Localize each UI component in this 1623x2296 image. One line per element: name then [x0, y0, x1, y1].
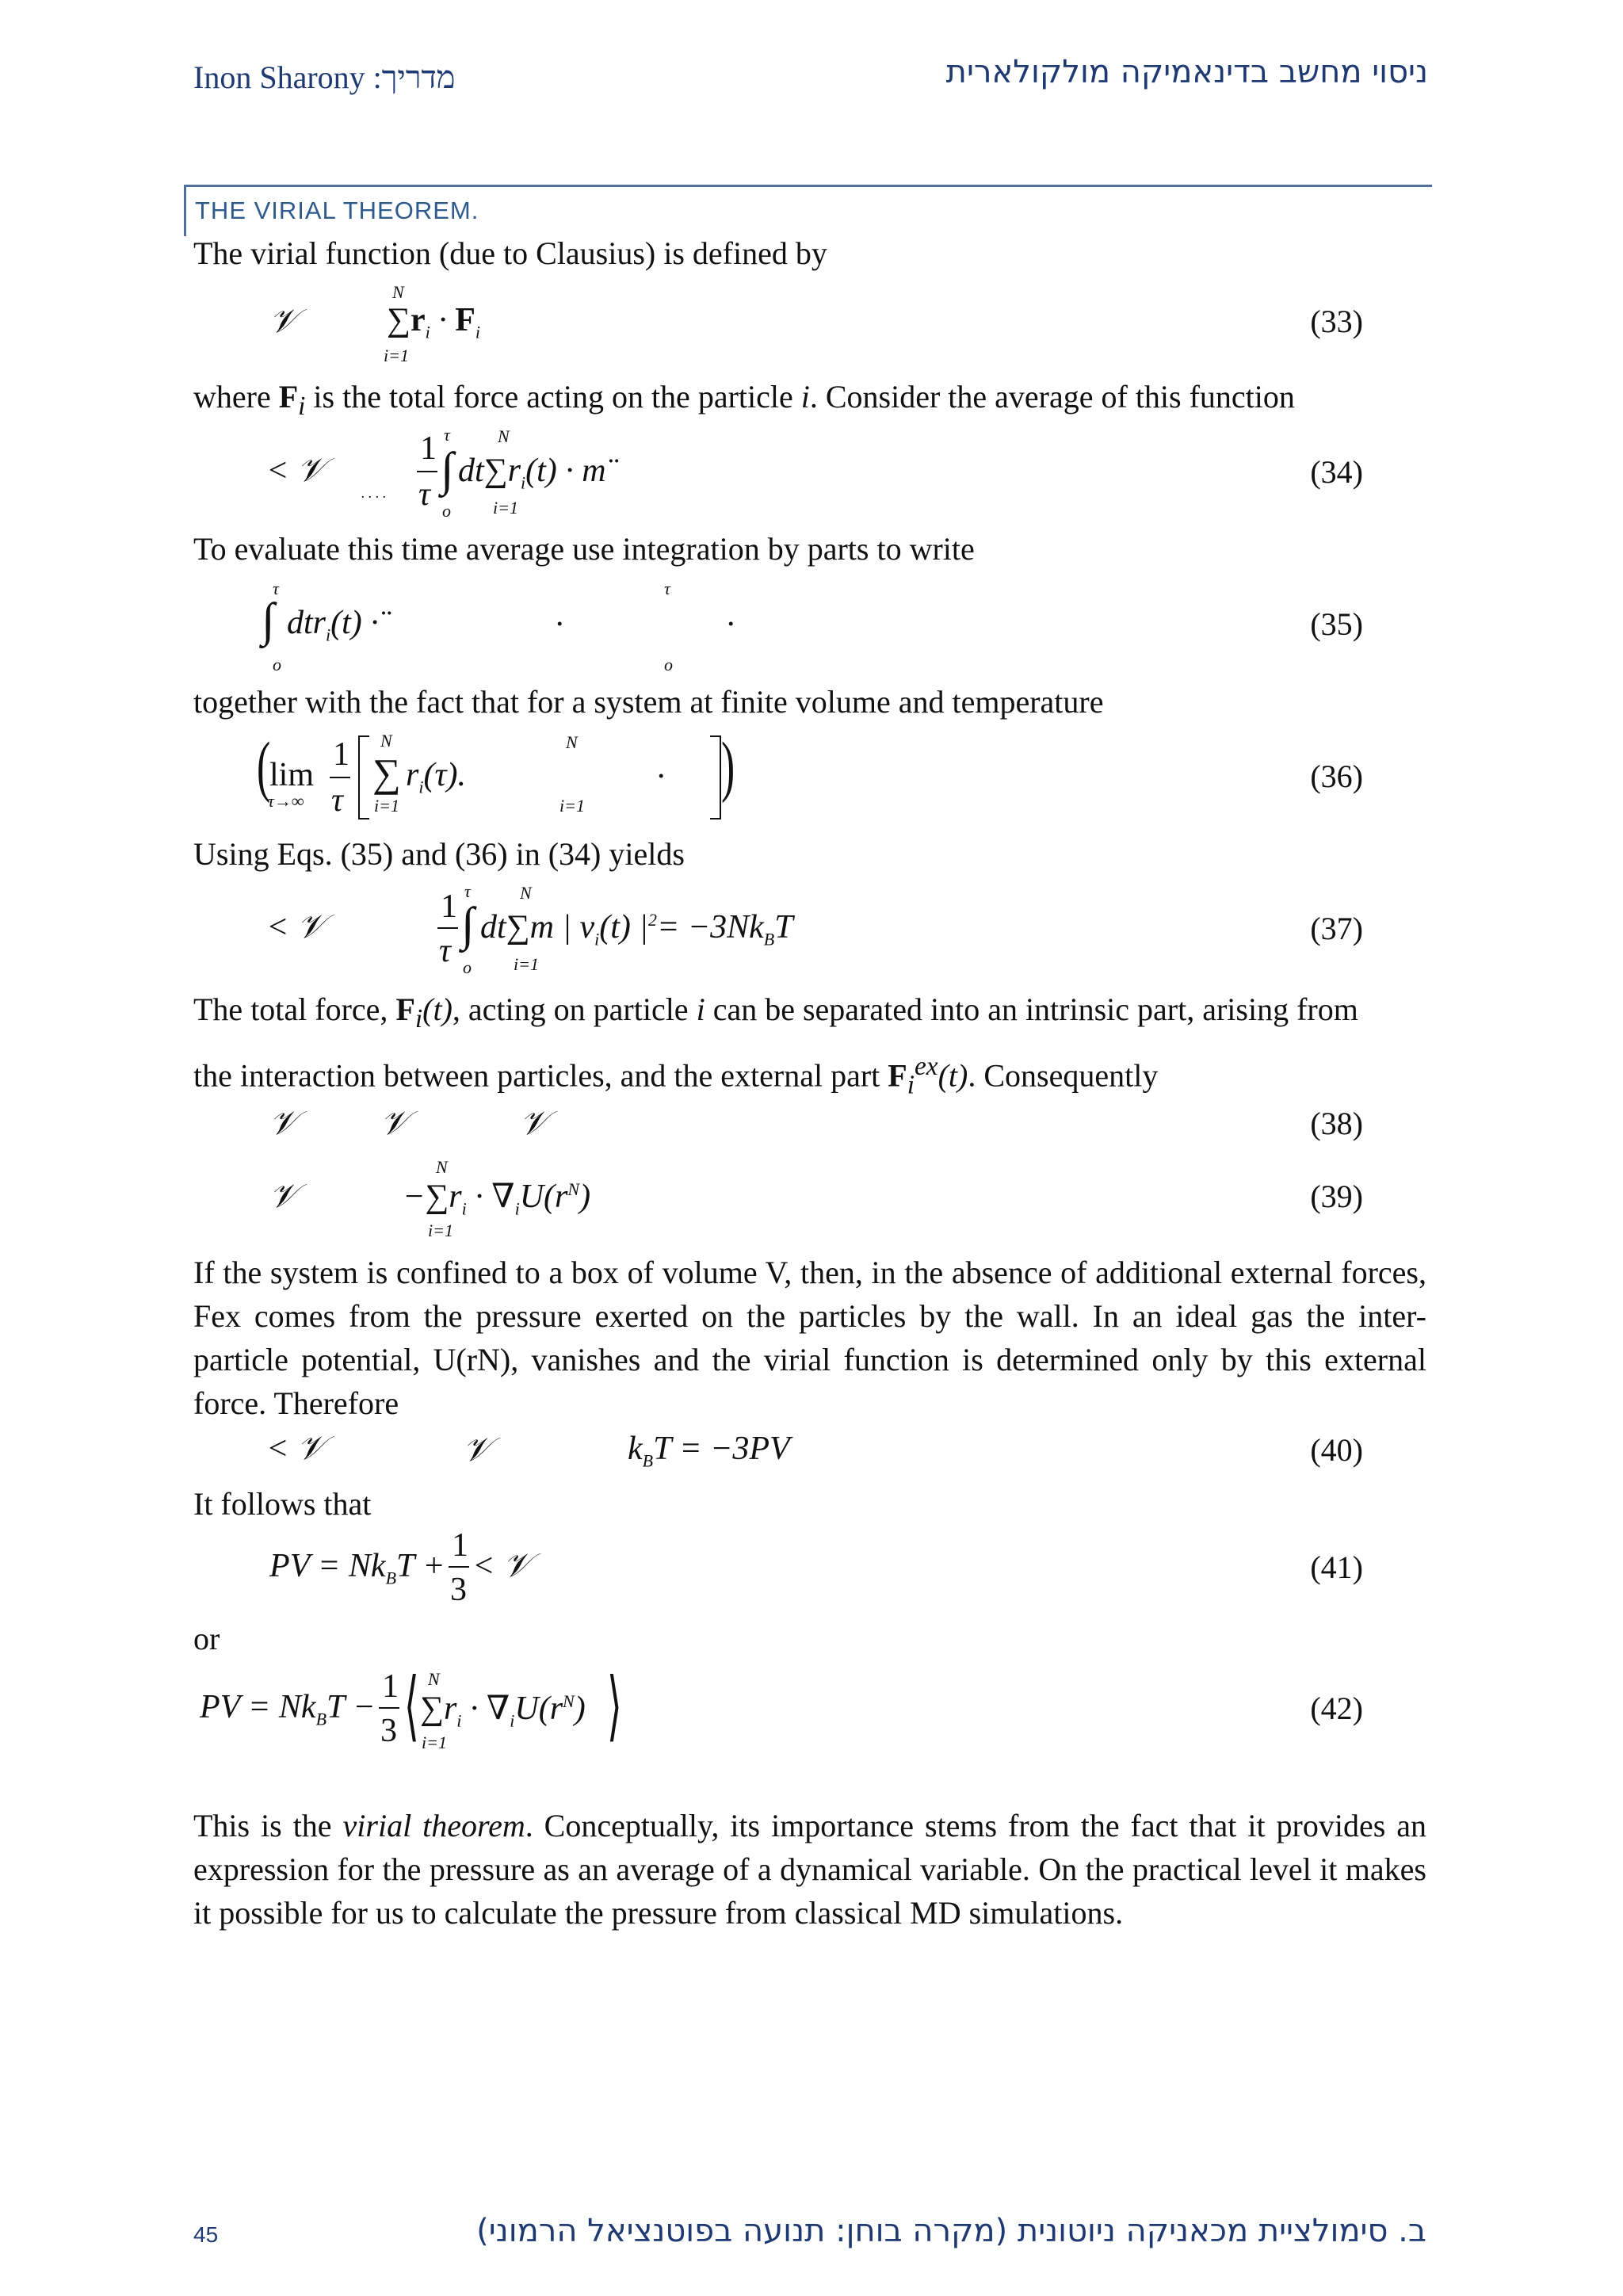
eq37-frac-bar: [437, 927, 458, 929]
p2-i: i: [800, 379, 810, 415]
p11-virial-theorem: virial theorem: [342, 1808, 525, 1843]
eq33-sub1: i: [425, 322, 430, 342]
p6-t: (t): [422, 991, 453, 1027]
eq36-dot: .: [658, 749, 666, 785]
eq35-rest: (t) ·: [330, 605, 379, 641]
paragraph-or: or: [193, 1621, 220, 1656]
eq36-sum1-bot: i=1: [374, 796, 399, 816]
equation-number-42: (42): [1310, 1690, 1363, 1726]
eq33-lower: i=1: [384, 346, 409, 365]
eq33-sum: $\sum r_i \cdot F_i$: [387, 302, 481, 342]
eq35-int-top: τ: [273, 579, 279, 598]
eq40-mid: 𝒱: [463, 1430, 491, 1469]
eq36-sum2-top: N: [566, 732, 578, 752]
paragraph-virial-theorem-conclusion: [193, 1804, 1426, 1935]
eq42-rest: · ∇: [461, 1690, 510, 1727]
eq41-frac-bar: [449, 1566, 469, 1568]
eq41-sub: B: [385, 1568, 397, 1588]
eq36-body-text: r: [406, 757, 419, 793]
section-title: THE VIRIAL THEOREM.: [195, 197, 479, 224]
eq42-end: U(r: [514, 1690, 563, 1727]
eq41-frac-bot: 3: [450, 1572, 467, 1608]
eq41-lhs: PV = Nk: [269, 1548, 386, 1584]
equation-number-39: (39): [1310, 1179, 1363, 1214]
eq42-sup: N: [563, 1691, 575, 1711]
eq37-body: [480, 908, 793, 949]
eq36-body: [406, 756, 466, 797]
eq34-rest: (t) · m¨: [525, 453, 617, 489]
eq39-close: ): [579, 1179, 591, 1215]
p7-F: F: [888, 1057, 907, 1094]
eq39-upper: N: [436, 1157, 448, 1177]
eq35-mid-top: τ: [664, 579, 670, 598]
equation-number-36: (36): [1310, 758, 1363, 794]
eq37-tail: = −3Nk: [656, 909, 764, 946]
p2-a: where: [193, 379, 279, 415]
eq37-tail-sub: B: [763, 929, 775, 949]
eq37-frac-bot: τ: [439, 933, 452, 969]
p7-a: the interaction between particles, and the external part: [193, 1057, 888, 1094]
eq42-frac-bar: [379, 1707, 399, 1709]
eq42-body: [420, 1688, 586, 1731]
paragraph-ideal-gas: If the system is confined to a box of volume V, then, in the absence of additional external forces, Fex comes from the pressure exerted on the particles by the wall. In an ideal gas the inter-particle potential, U(rN), vanishes and the virial function is determined only by this external force. Therefore: [193, 1255, 1426, 1421]
p2-f: . Consider the average of this function: [809, 379, 1295, 415]
equation-number-41: (41): [1310, 1549, 1363, 1585]
eq37-rest: (t) |: [599, 909, 648, 946]
paragraph-finite-volume: together with the fact that for a system at finite volume and temperature: [193, 684, 1104, 720]
eq40-sub: B: [642, 1450, 654, 1471]
eq40-k: k: [628, 1431, 643, 1467]
eq37-int-bot: o: [463, 957, 472, 977]
eq34-int-top: τ: [444, 425, 450, 445]
eq34-body: [458, 452, 617, 493]
eq41-lhs-group: [269, 1547, 445, 1588]
paragraph-it-follows: It follows that: [193, 1486, 372, 1522]
eq41-rhs: < 𝒱: [472, 1548, 531, 1584]
eq34-sub: i: [520, 472, 526, 493]
eq36-lim: lim: [269, 757, 315, 793]
p11-a: This is the: [193, 1808, 343, 1843]
eq34-body-text: dt∑r: [458, 453, 521, 489]
eq36-frac-top: 1: [333, 736, 349, 773]
eq42-close: ): [574, 1690, 586, 1727]
eq33-dot: ·: [430, 302, 456, 338]
eq35-int-bot: o: [273, 655, 281, 674]
eq42-lhs-group: [200, 1688, 375, 1729]
p7-i-sub: i: [907, 1070, 915, 1100]
p6-e: , acting on particle: [452, 991, 697, 1027]
eq42-mid: T −: [327, 1689, 376, 1725]
p6-i: i: [696, 991, 705, 1027]
eq37-integral: ∫: [461, 898, 475, 950]
p6-i-sub: i: [414, 1004, 423, 1033]
p11-c: . Conceptually, its importance stems from the fact that it provides an expression for the pressure as an average of a dynamical variable. On the practical level it makes it possible for us to calculate the pressure from classical MD simulations.: [193, 1808, 1426, 1931]
eq35-body: [287, 604, 390, 645]
eq39-rest: · ∇: [466, 1179, 515, 1215]
eq40-lhs: < 𝒱: [266, 1431, 325, 1467]
eq39-sup: N: [567, 1179, 580, 1199]
eq33-r: r: [410, 302, 426, 338]
eq34-lower: i=1: [493, 498, 518, 518]
eq39-lower: i=1: [428, 1221, 453, 1240]
footer-chapter-title: ב. סימולציית מכאניקה ניוטונית (מקרה בוחן: תנועה בפוטנציאל הרמוני): [476, 2213, 1426, 2249]
paragraph-force-definition: [193, 375, 1426, 428]
p7-ex: ex: [914, 1052, 938, 1081]
paragraph-total-force: [193, 988, 1426, 1041]
eq36-open-paren: (: [257, 728, 271, 804]
eq36-rest: (τ).: [423, 757, 466, 793]
header-instructor: Inon Sharony :מדריך: [193, 59, 456, 95]
eq35-dots: ¨: [378, 605, 390, 641]
eq42-bsub: i: [456, 1710, 462, 1731]
eq42-lower: i=1: [422, 1733, 447, 1752]
eq42-frac-bot: 3: [380, 1713, 397, 1749]
eq37-frac-top: 1: [441, 888, 457, 925]
eq34-frac-top: 1: [420, 430, 437, 467]
eq35-body-text: dtr: [287, 605, 327, 641]
eq37-sup: 2: [647, 910, 657, 930]
eq39-lhs: 𝒱: [269, 1176, 297, 1215]
eq35-sub: i: [326, 625, 331, 645]
equation-33: [269, 301, 297, 341]
eq42-upper: N: [428, 1669, 440, 1689]
header-course-title: ניסוי מחשב בדינאמיקה מולקולארית: [945, 54, 1428, 90]
eq36-frac-bar: [330, 777, 350, 778]
eq39-body: [403, 1176, 590, 1219]
p6-a: The total force,: [193, 991, 396, 1027]
eq39-sub: i: [461, 1198, 467, 1219]
eq36-lim-sub: τ→∞: [268, 791, 304, 811]
p7-f: . Consequently: [968, 1057, 1159, 1094]
p6-F: F: [395, 991, 415, 1027]
p7-t: (t): [938, 1057, 968, 1094]
eq41-frac-top: 1: [452, 1527, 468, 1564]
eq35-dot-b: .: [727, 597, 736, 633]
eq37-tail-end: T: [774, 909, 793, 946]
eq33-lhs: 𝒱: [269, 301, 297, 340]
eq38-b: 𝒱: [380, 1103, 408, 1142]
eq36-frac-bot: τ: [331, 782, 344, 819]
p2-F: F: [278, 379, 299, 415]
eq34-dots: . . . .: [361, 485, 387, 501]
equation-number-33: (33): [1310, 304, 1363, 339]
eq37-upper: N: [520, 883, 532, 903]
paragraph-using-eqs: Using Eqs. (35) and (36) in (34) yields: [193, 836, 685, 872]
eq41-mid: T +: [396, 1548, 445, 1584]
eq40-tail: [628, 1430, 790, 1471]
page-number: 45: [193, 2222, 219, 2247]
eq37-body-text: dt∑m | v: [480, 909, 595, 946]
eq42-open-angle: ⟨: [404, 1664, 419, 1748]
eq38-c: 𝒱: [520, 1103, 548, 1142]
equation-number-37: (37): [1310, 911, 1363, 946]
eq35-mid-bot: o: [664, 655, 673, 674]
paragraph-virial-definition: The virial function (due to Clausius) is defined by: [193, 235, 827, 271]
eq36-close-bracket: [710, 735, 721, 819]
eq36-open-bracket: [358, 735, 369, 819]
eq39-sub2: i: [514, 1198, 520, 1219]
eq42-frac-top: 1: [382, 1668, 399, 1705]
p2-d: is the total force acting on the particle: [305, 379, 801, 415]
eq34-upper: N: [498, 426, 510, 446]
eq36-sub: i: [418, 777, 424, 797]
eq42-rsub: i: [510, 1710, 515, 1731]
eq39-end: U(r: [519, 1179, 568, 1215]
eq36-sum1: ∑: [372, 751, 401, 795]
eq33-sub2: i: [475, 322, 481, 342]
equation-number-34: (34): [1310, 454, 1363, 490]
eq35-dot-a: .: [556, 597, 565, 633]
eq37-lower: i=1: [514, 954, 539, 974]
eq38-a: 𝒱: [269, 1103, 297, 1142]
eq39-body-text: −∑r: [403, 1179, 462, 1215]
eq34-frac-bot: τ: [418, 476, 431, 513]
eq42-body-text: ∑r: [420, 1690, 457, 1727]
eq34-integral: ∫: [441, 443, 454, 495]
eq36-sum2-bot: i=1: [559, 796, 585, 816]
paragraph-integration-by-parts: To evaluate this time average use integration by parts to write: [193, 531, 975, 567]
eq36-close-paren: ): [721, 728, 735, 804]
eq33-upper: N: [392, 282, 404, 302]
equation-number-35: (35): [1310, 606, 1363, 642]
equation-number-38: (38): [1310, 1106, 1363, 1141]
eq35-integral: ∫: [262, 594, 275, 646]
p6-g: can be separated into an intrinsic part, arising from: [705, 991, 1358, 1027]
eq42-close-angle: ⟩: [607, 1664, 622, 1748]
eq37-lhs: < 𝒱: [266, 909, 325, 946]
eq37-sub: i: [594, 929, 600, 949]
eq42-lhs: PV = Nk: [200, 1689, 316, 1725]
eq34-lhs: < 𝒱: [266, 453, 325, 489]
equation-number-40: (40): [1310, 1432, 1363, 1468]
eq37-int-top: τ: [464, 881, 471, 901]
eq42-sub: B: [315, 1709, 327, 1729]
eq36-sum1-top: N: [380, 731, 392, 751]
p2-i-sub: i: [298, 392, 306, 421]
paragraph-external-part: [193, 1045, 1426, 1106]
eq34-frac-bar: [417, 471, 437, 472]
eq40-end: T = −3PV: [653, 1431, 790, 1467]
eq34-int-bot: o: [442, 501, 451, 521]
eq33-F: F: [455, 302, 475, 338]
